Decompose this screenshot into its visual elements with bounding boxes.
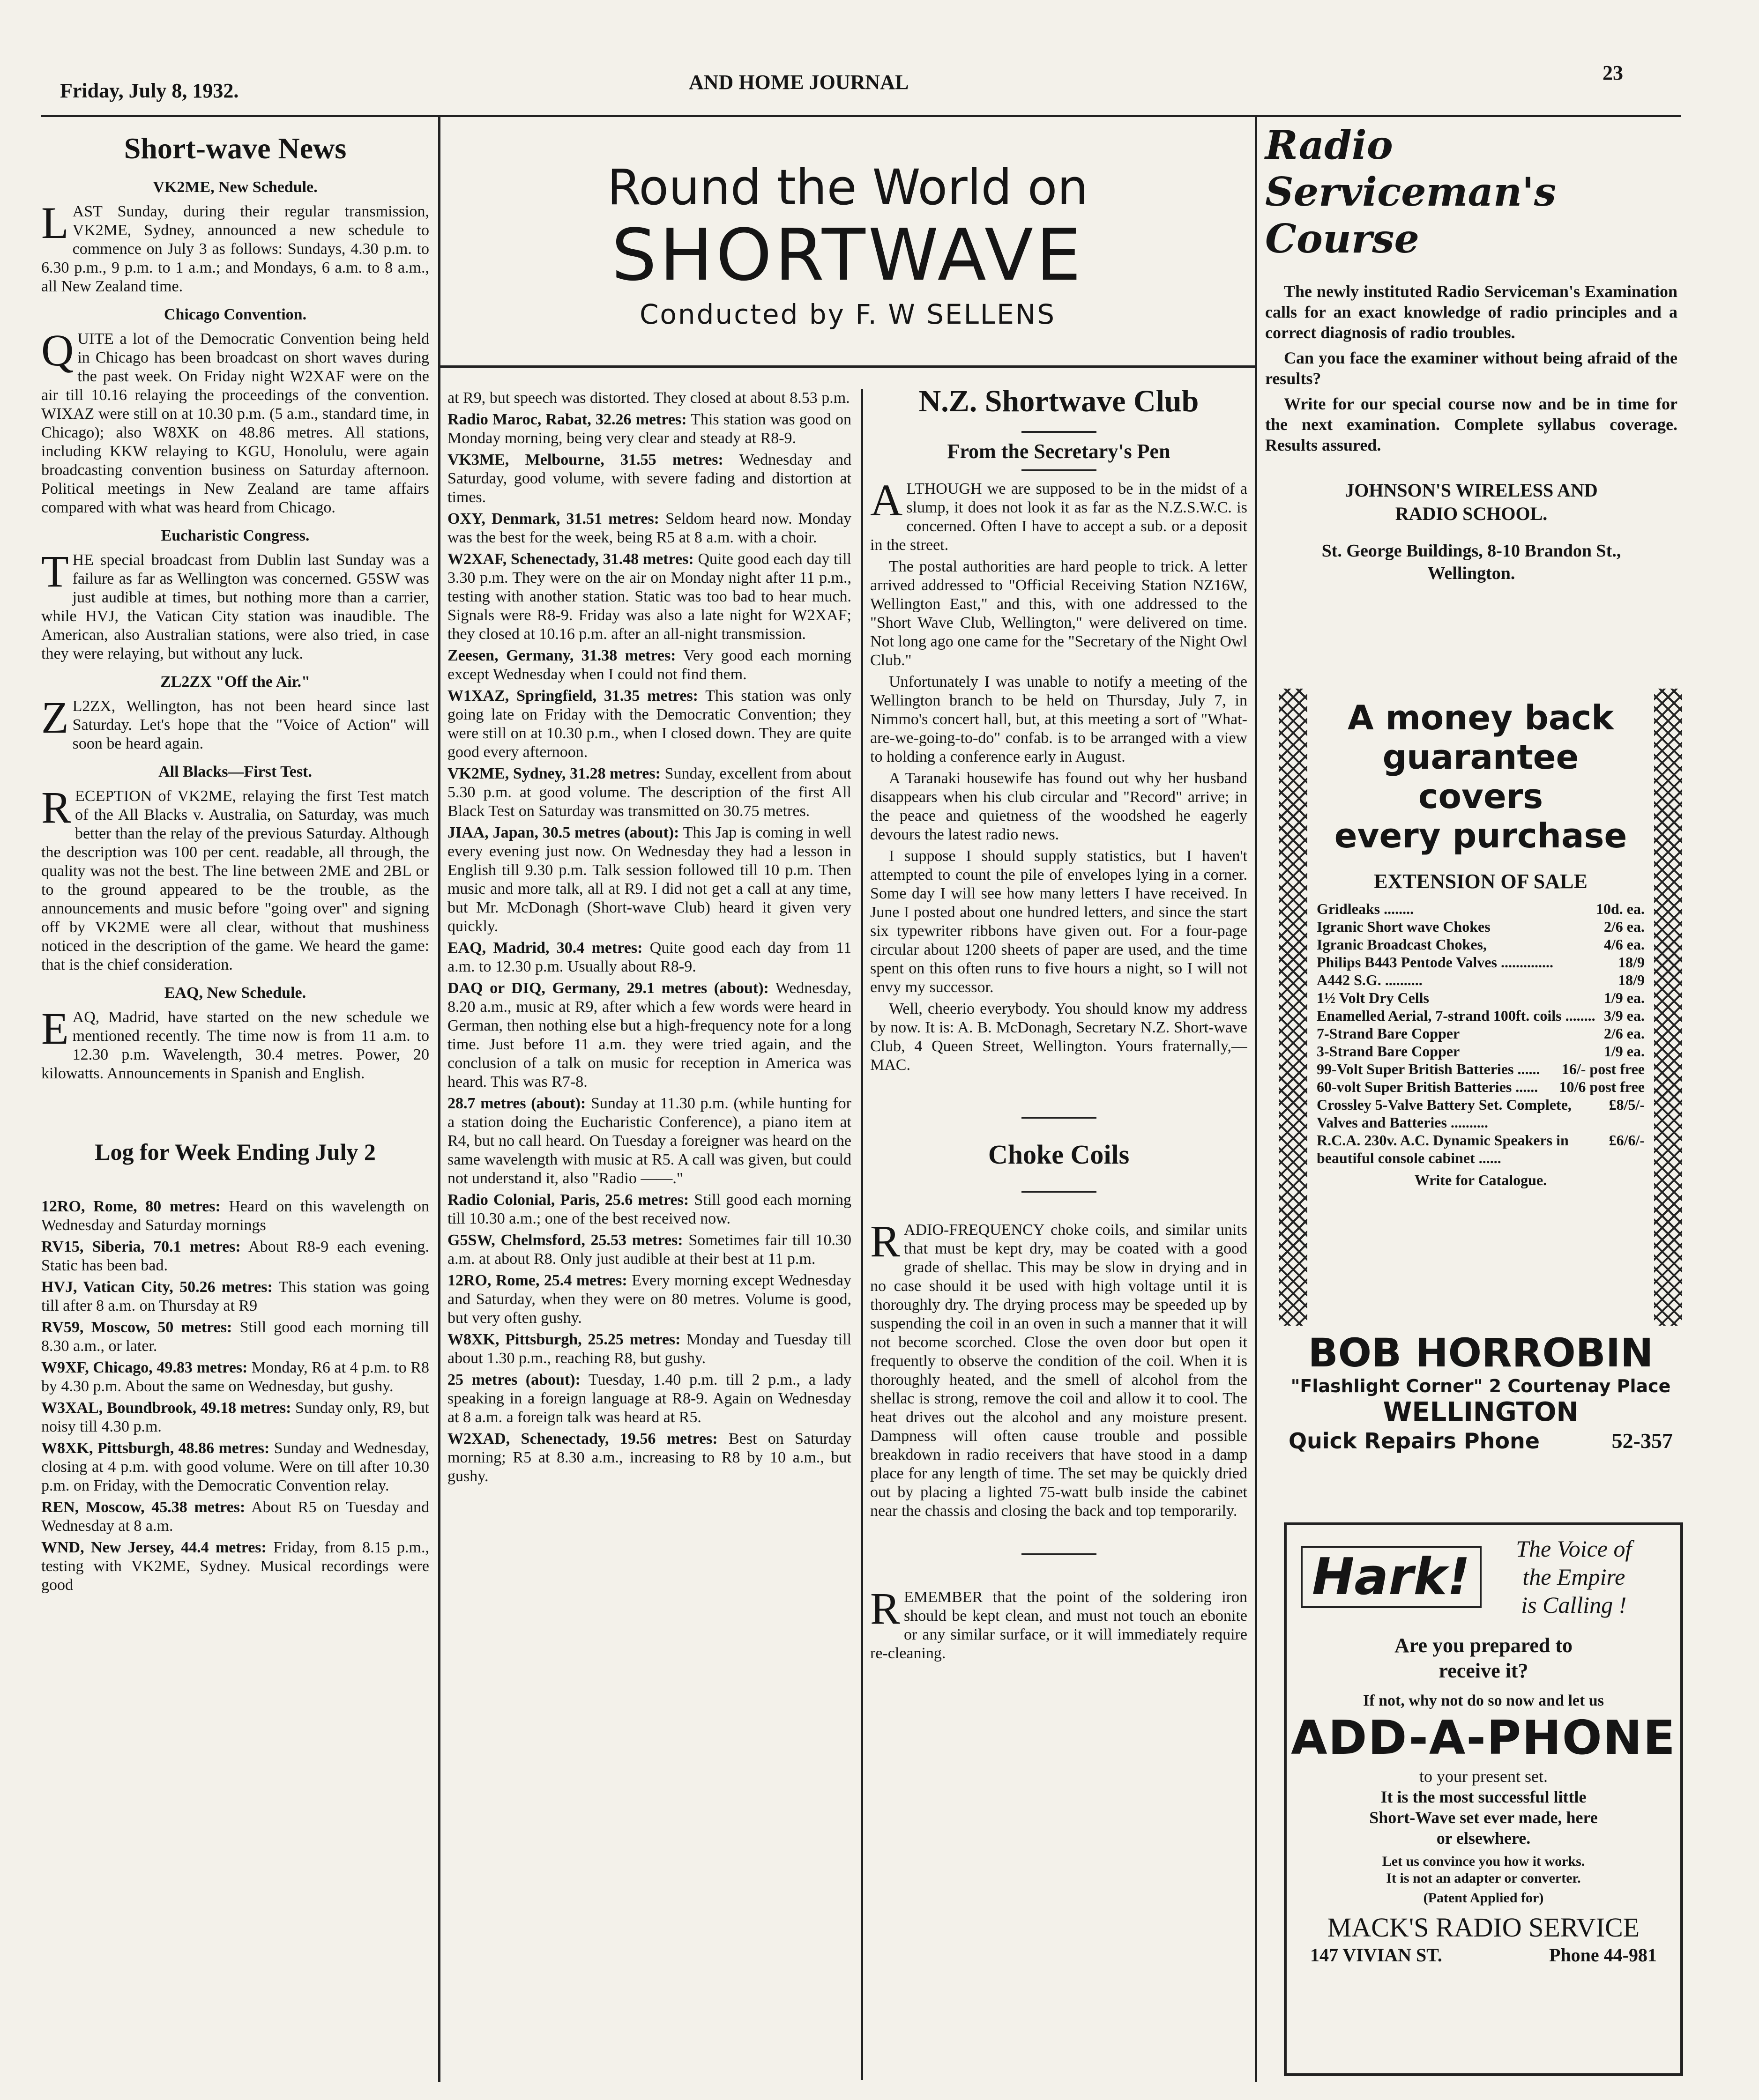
horrobin-name: BOB HORROBIN [1308, 1330, 1654, 1376]
club-subtitle: From the Secretary's Pen [947, 440, 1170, 463]
lattice-border-right [1654, 689, 1682, 1326]
banner [440, 159, 1255, 331]
column-1 [41, 126, 429, 2080]
price-item: 3-Strand Bare Copper 1/9 ea. [1317, 1043, 1645, 1060]
log-entry: W3XAL, Boundbrook, 49.18 metres: Sunday only, R9, but noisy till 4.30 p.m. [41, 1399, 429, 1435]
log-entry: JIAA, Japan, 30.5 metres (about): This Jap is coming in well every evening just now. On Wednesday they had a lesson in English till 9.30 p.m. Talk session followed till 10 p.m. Then music and more talk, all at R9. I did not get a call at any time, but Mr. McDonagh (Short-wave Club) heard it given very quickly. [447, 824, 851, 935]
issue-date: Friday, July 8, 1932. [60, 79, 239, 102]
question-line-1: Are you prepared to [1394, 1634, 1573, 1657]
banner-line-1: Round the World on [607, 159, 1088, 216]
log-entry: WND, New Jersey, 44.4 metres: Friday, from 8.15 p.m., testing with VK2ME, Sydney. Musical recordings were good [41, 1539, 429, 1594]
ad-text: Let us convince you how it works. [1382, 1854, 1585, 1869]
log-continuation: at R9, but speech was distorted. They closed at about 8.53 p.m. [447, 389, 850, 407]
school-name-2: RADIO SCHOOL. [1395, 503, 1548, 524]
article-paragraph: A Taranaki housewife has found out why her husband disappears when his club circular and "Record" arrive; in the peace and quietness of the woodshed he eagerly devours the latest radio news. [870, 770, 1247, 843]
ad-text: It is not an adapter or converter. [1386, 1870, 1581, 1886]
voice-line-3: is Calling ! [1521, 1592, 1627, 1618]
voice-line-1: The Voice of [1516, 1536, 1632, 1562]
price-item: Igranic Broadcast Chokes, 4/6 ea. [1317, 936, 1645, 953]
article-paragraph: Unfortunately I was unable to notify a meeting of the Wellington branch to be held on Thursday, July 7, in Nimmo's concert hall, but, at this meeting a sort of "What-are-we-going-to-do" confab. is to be arranged with a view to holding a conference early in August. [870, 673, 1247, 765]
section-heading: VK2ME, New Schedule. [153, 178, 318, 196]
price-item: Igranic Short wave Chokes 2/6 ea. [1317, 918, 1645, 935]
company-address: 147 VIVIAN ST. [1310, 1944, 1442, 1966]
article-paragraph: The postal authorities are hard people to trick. A letter arrived addressed to "Official Receiving Station NZ16W, Wellington East," and this, with one addressed to the "Short Wave Club, Wellington," were delivered on time. Not long ago one came for the "Secretary of the Night Owl Club." [870, 558, 1247, 669]
section-heading: ZL2ZX "Off the Air." [160, 673, 310, 690]
log-entry: EAQ, Madrid, 30.4 metres: Quite good each day from 11 a.m. to 12.30 p.m. Usually about R8-9. [447, 939, 851, 975]
log-entry: VK2ME, Sydney, 31.28 metres: Sunday, excellent from about 5.30 p.m. at good volume. The description of the first All Black Test on Saturday was transmitted on 30.75 metres. [447, 765, 851, 820]
header-rule [41, 115, 1681, 117]
log-entry: OXY, Denmark, 31.51 metres: Seldom heard now. Monday was the best for the week, being R5 at 8 a.m. with a choir. [447, 510, 851, 546]
drop-cap: R [870, 1583, 901, 1633]
ad-text: or elsewhere. [1436, 1829, 1531, 1848]
price-item: R.C.A. 230v. A.C. Dynamic Speakers in beautiful console cabinet ...... £6/6/- [1317, 1132, 1645, 1166]
ad-text: It is the most successful little [1380, 1788, 1587, 1806]
article-paragraph: REMEMBER that the point of the soldering iron should be kept clean, and must not touch an ebonite or any similar surface, or it will immediately require re-cleaning. [870, 1583, 1247, 1662]
log-entry: 12RO, Rome, 80 metres: Heard on this wavelength on Wednesday and Saturday mornings [41, 1198, 429, 1234]
log-entry: G5SW, Chelmsford, 25.53 metres: Sometimes fair till 10.30 a.m. at about R8. Only just audible at their best at 11 p.m. [447, 1232, 851, 1268]
school-address: St. George Buildings, 8-10 Brandon St., [1321, 541, 1621, 561]
price-item: Philips B443 Pentode Valves .............. 18/9 [1317, 954, 1645, 971]
school-name: JOHNSON'S WIRELESS AND [1345, 480, 1598, 501]
price-item: 99-Volt Super British Batteries ...... 16/- post free [1317, 1061, 1645, 1077]
drop-cap: L [41, 198, 69, 248]
ad-text: Short-Wave set ever made, here [1369, 1808, 1598, 1827]
horrobin-ad [1279, 689, 1682, 1466]
ad-paragraph: Can you face the examiner without being afraid of the results? [1265, 349, 1677, 388]
article-paragraph: THE special broadcast from Dublin last Sunday was a failure as far as Wellington was concerned. G5SW was just audible at times, but nothing more than a carrier, while HVJ, the Vatican City station was inaudible. The American, also Australian stations, were also tried, in case they were relaying, but without any luck. [41, 546, 429, 662]
banner-line-2: SHORTWAVE [611, 214, 1084, 297]
add-a-phone-ad [1284, 1522, 1683, 2076]
section-heading: Eucharistic Congress. [161, 527, 310, 544]
log-entry: 12RO, Rome, 25.4 metres: Every morning except Wednesday and Saturday, when they were on 80 metres. Volume is good, but very often gushy. [447, 1272, 851, 1327]
log-entry: W2XAD, Schenectady, 19.56 metres: Best on Saturday morning; R5 at 8.30 a.m., increasing to R8 by 10 a.m., but gushy. [447, 1430, 851, 1485]
log-entry: Radio Colonial, Paris, 25.6 metres: Still good each morning till 10.30 a.m.; one of the best received now. [447, 1191, 851, 1227]
log-title: Log for Week Ending July 2 [95, 1139, 376, 1165]
article-paragraph: RECEPTION of VK2ME, relaying the first Test match of the All Blacks v. Australia, on Saturday, was much better than the relay of the previous Saturday. Although the description was 100 per cent. readable, all through, the quality was not the best. The line between 2ME and 2BL or to the ground appeared to be the trouble, as the announcements and music before "going over" and signing off by VK2ME were all clear, without that mushiness noticed in the description of the game. We heard the game: that is the chief consideration. [41, 782, 429, 973]
short-rule [1021, 431, 1096, 433]
price-item: 7-Strand Bare Copper 2/6 ea. [1317, 1025, 1645, 1042]
log-entry: REN, Moscow, 45.38 metres: About R5 on Tuesday and Wednesday at 8 a.m. [41, 1499, 429, 1535]
drop-cap: Q [41, 325, 74, 375]
section-heading: EAQ, New Schedule. [164, 984, 306, 1002]
section-heading: Chicago Convention. [164, 306, 307, 323]
log-entry: VK3ME, Melbourne, 31.55 metres: Wednesday and Saturday, good volume, with severe fading and distortion at times. [447, 451, 851, 506]
log-entry: W2XAF, Schenectady, 31.48 metres: Quite good each day till 3.30 p.m. They were on the air on Monday night after 11 p.m., testing with another station. Static was too bad to hear much. Signals were R8-9. Friday was also a late night for W2XAF; they closed at 10.16 p.m. after an all-night transmission. [447, 550, 851, 643]
write-for-catalogue: Write for Catalogue. [1414, 1172, 1547, 1188]
short-wave-news-title: Short-wave News [124, 132, 347, 165]
serviceman-course-ad [1265, 122, 1677, 675]
phone-number: 52-357 [1611, 1429, 1673, 1453]
drop-cap: R [41, 782, 72, 832]
ad-text: If not, why not do so now and let us [1363, 1692, 1604, 1709]
price-item: A442 S.G. .......... 18/9 [1317, 972, 1645, 988]
hark-heading: Hark! [1301, 1546, 1482, 1608]
log-entry: W9XF, Chicago, 49.83 metres: Monday, R6 at 4 p.m. to R8 by 4.30 p.m. About the same on Wednesday, but gushy. [41, 1359, 429, 1395]
log-entry: HVJ, Vatican City, 50.26 metres: This station was going till after 8 a.m. on Thursday at R9 [41, 1278, 429, 1314]
price-item: Gridleaks ........ 10d. ea. [1317, 900, 1645, 917]
company-name: MACK'S RADIO SERVICE [1327, 1912, 1640, 1943]
extension-of-sale: EXTENSION OF SALE [1374, 870, 1588, 893]
banner-line-3: Conducted by F. W SELLENS [639, 298, 1056, 330]
column-rule-1 [438, 115, 440, 2082]
patent-note: (Patent Applied for) [1423, 1890, 1544, 1906]
column-2 [447, 389, 851, 2080]
company-phone: Phone 44-981 [1549, 1944, 1657, 1966]
log-entry: W8XK, Pittsburgh, 48.86 metres: Sunday and Wednesday, closing at 4 p.m. with good volume. Were on till after 10.30 p.m. on Friday, with the Democratic Convention relay. [41, 1440, 429, 1494]
log-entry: 28.7 metres (about): Sunday at 11.30 p.m. (while hunting for a station doing the Eucharistic Conference), a piano item at R4, but no call heard. On Tuesday a foreigner was heard on the same wavelength with music at R5. A call was given, but could not understand it, also "Radio ——." [447, 1095, 851, 1187]
log-entry: 25 metres (about): Tuesday, 1.40 p.m. till 2 p.m., a lady speaking in a foreign language at R8-9. Again on Wednesday at 8 a.m. a foreign talk was heard at R5. [447, 1371, 851, 1426]
column-rule-3 [861, 389, 863, 2080]
ad-title-line-3: Course [1265, 215, 1419, 262]
lattice-border-left [1279, 689, 1307, 1326]
horrobin-address: "Flashlight Corner" 2 Courtenay Place [1290, 1376, 1671, 1396]
short-rule [1021, 469, 1096, 471]
price-item: Crossley 5-Valve Battery Set. Complete, Valves and Batteries .......... £8/5/- [1317, 1096, 1645, 1131]
log-entry: RV59, Moscow, 50 metres: Still good each morning till 8.30 a.m., or later. [41, 1319, 429, 1355]
price-item: 60-volt Super British Batteries ...... 10/6 post free [1317, 1078, 1645, 1095]
drop-cap: R [870, 1216, 901, 1266]
column-3 [870, 379, 1247, 2080]
voice-line-2: the Empire [1522, 1564, 1625, 1590]
page-number: 23 [1602, 61, 1623, 84]
journal-name: AND HOME JOURNAL [689, 71, 909, 94]
log-entry: RV15, Siberia, 70.1 metres: About R8-9 each evening. Static has been bad. [41, 1238, 429, 1274]
section-heading: All Blacks—First Test. [158, 763, 312, 780]
log-entry: DAQ or DIQ, Germany, 29.1 metres (about): Wednesday, 8.20 a.m., music at R9, after which a few words were heard in German, then nothing else but a high-frequency note for a long time. Just before 11 a.m. they were tried again, and the conclusion of a talk on music for reception in America was heard. This was R7-8. [447, 980, 851, 1091]
club-title: N.Z. Shortwave Club [918, 384, 1199, 418]
log-entry: Zeesen, Germany, 31.38 metres: Very good each morning except Wednesday when I could not find them. [447, 647, 851, 683]
phone-label: Quick Repairs Phone [1289, 1428, 1540, 1454]
ad-title-line-1: Radio [1265, 122, 1393, 168]
ad-paragraph: The newly instituted Radio Serviceman's Examination calls for an exact knowledge of radio principles and a correct diagnosis of radio troubles. [1265, 282, 1677, 342]
horrobin-phone-line [1279, 1428, 1682, 1454]
column-rule-2 [1255, 115, 1257, 2082]
banner-bottom-rule [440, 365, 1255, 368]
article-paragraph: Well, cheerio everybody. You should know my address by now. It is: A. B. McDonagh, Secretary N.Z. Short-wave Club, 4 Queen Street, Wellington. Yours fraternally,—MAC. [870, 1000, 1247, 1074]
article-paragraph: RADIO-FREQUENCY choke coils, and similar units that must be kept dry, may be coated with a good grade of shellac. This may be slow in drying and in no case should it be used with high voltage until it is thoroughly dry. The drying process may be speeded up by suspending the coil in an oven in such a manner that it will not become scorched. Close the oven door but open it frequently to observe the condition of the coil. When it is thoroughly heated, and the smell of alcohol from the shellac is strong, remove the coil and allow it to cool. The heat drives out the alcohol and any moisture present. Dampness will often cause trouble and possible breakdown in radio receivers that have stood in a damp place for any length of time. The set may be quickly dried out by placing a lighted 75-watt bulb inside the cabinet near the chassis and closing the back and top temporarily. [870, 1216, 1247, 1520]
price-item: Enamelled Aerial, 7-strand 100ft. coils ........ 3/9 ea. [1317, 1007, 1645, 1024]
ad-title-line-2: Serviceman's [1265, 169, 1557, 215]
article-paragraph: I suppose I should supply statistics, but I haven't attempted to count the pile of envelopes lying in a corner. Some day I will see how many letters I have received. In June I posted about one hundred letters, and since the start six typewriter ribbons have given out. For a four-page circular about 1200 sheets of paper are used, and the time spent on this often runs to five hours a night, so I will not envy my successor. [870, 847, 1247, 996]
drop-cap: E [41, 1003, 69, 1054]
ad-headline-1: A money back [1347, 698, 1614, 737]
ad-text: to your present set. [1419, 1767, 1548, 1786]
drop-cap: A [870, 475, 903, 525]
drop-cap: T [41, 546, 69, 596]
drop-cap: Z [41, 692, 69, 742]
short-rule [1021, 1117, 1096, 1119]
price-item: 1½ Volt Dry Cells 1/9 ea. [1317, 989, 1645, 1006]
article-paragraph: EAQ, Madrid, have started on the new schedule we mentioned recently. The time now is from 11 a.m. to 12.30 p.m. Wavelength, 30.4 metres. Power, 20 kilowatts. Announcements in Spanish and English. [41, 1003, 429, 1082]
short-rule [1021, 1553, 1096, 1555]
article-paragraph: QUITE a lot of the Democratic Convention being held in Chicago has been broadcast on short waves during the past week. On Friday night W2XAF were on the air till 10.16 relaying the proceedings of the convention. WIXAZ were still on at 10.30 p.m. (5 a.m., standard time, in Chicago); also W8XK on 48.86 metres. All stations, including KKW relaying to KGU, Honolulu, were again broadcasting convention business on Saturday afternoon. Political meetings in New Zealand are tame affairs compared with what was heard from Chicago. [41, 325, 429, 516]
horrobin-city: WELLINGTON [1383, 1397, 1579, 1427]
log-entry: W8XK, Pittsburgh, 25.25 metres: Monday and Tuesday till about 1.30 p.m., reaching R8, but gushy. [447, 1331, 851, 1367]
ad-headline-3: every purchase [1334, 816, 1627, 855]
product-name: ADD-A-PHONE [1291, 1710, 1676, 1765]
article-paragraph: LAST Sunday, during their regular transmission, VK2ME, Sydney, announced a new schedule to commence on July 3 as follows: Sundays, 4.30 p.m. to 6.30 p.m., 9 p.m. to 1 a.m.; and Mondays, 6 a.m. to 8 a.m., all New Zealand time. [41, 198, 429, 295]
article-paragraph: ALTHOUGH we are supposed to be in the midst of a slump, it does not look it as far as the N.Z.S.W.C. is concerned. Often I have to accept a sub. or a deposit in the street. [870, 475, 1247, 554]
log-entry: W1XAZ, Springfield, 31.35 metres: This station was only going late on Friday with the Democratic Convention; they were still on at 10.30 p.m., when I closed down. They are quite good every afternoon. [447, 687, 851, 761]
article-paragraph: Z L2ZX, Wellington, has not been heard since last Saturday. Let's hope that the "Voice of Action" will soon be heard again. [41, 692, 429, 752]
short-rule [1021, 1191, 1096, 1193]
ad-paragraph: Write for our special course now and be in time for the next examination. Complete syllabus coverage. Results assured. [1265, 394, 1677, 454]
log-entry: Radio Maroc, Rabat, 32.26 metres: This station was good on Monday morning, being very clear and steady at R8-9. [447, 411, 851, 447]
school-city: Wellington. [1427, 564, 1515, 583]
ad-headline-2: guarantee covers [1382, 737, 1579, 816]
question-line-2: receive it? [1439, 1659, 1528, 1682]
choke-coils-title: Choke Coils [988, 1139, 1130, 1170]
